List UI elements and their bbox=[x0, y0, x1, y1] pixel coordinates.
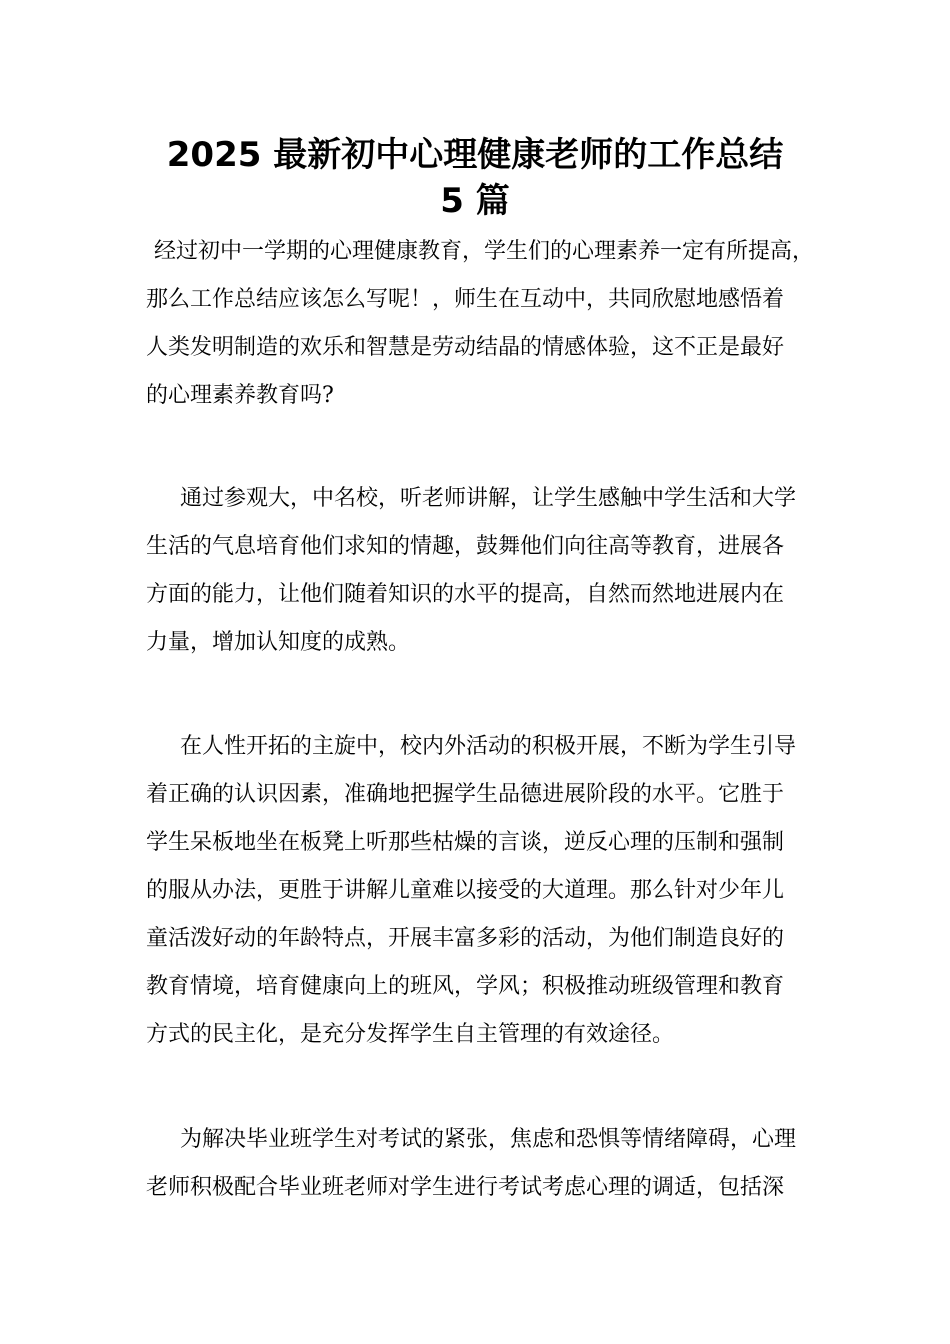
paragraph-2-line-3: 方面的能力，让他们随着知识的水平的提高，自然而然地进展内在 bbox=[146, 582, 785, 607]
paragraph-3-line-3: 学生呆板地坐在板凳上听那些枯燥的言谈，逆反心理的压制和强制 bbox=[146, 830, 785, 855]
paragraph-4 bbox=[146, 1116, 818, 1212]
paragraph-4-line-2: 老师积极配合毕业班老师对学生进行考试考虑心理的调适，包括深 bbox=[146, 1175, 785, 1200]
paragraph-1 bbox=[146, 228, 818, 420]
paragraph-3-line-1: 在人性开拓的主旋中，校内外活动的积极开展，不断为学生引导 bbox=[180, 734, 797, 759]
paragraph-1-line-2: 那么工作总结应该怎么写呢！，师生在互动中，共同欣慰地感悟着 bbox=[146, 287, 785, 312]
paragraph-3 bbox=[146, 723, 818, 1059]
paragraph-2-line-2: 生活的气息培育他们求知的情趣，鼓舞他们向往高等教育，进展各 bbox=[146, 534, 785, 559]
paragraph-1-line-4: 的心理素养教育吗? bbox=[146, 383, 334, 408]
paragraph-3-line-5: 童活泼好动的年龄特点，开展丰富多彩的活动，为他们制造良好的 bbox=[146, 926, 785, 951]
paragraph-3-line-4: 的服从办法，更胜于讲解儿童难以接受的大道理。那么针对少年儿 bbox=[146, 878, 785, 903]
document-title-line-2: 5 篇 bbox=[440, 181, 510, 221]
paragraph-4-line-1: 为解决毕业班学生对考试的紧张，焦虑和恐惧等情绪障碍，心理 bbox=[180, 1127, 797, 1152]
paragraph-3-line-6: 教育情境，培育健康向上的班风，学风；积极推动班级管理和教育 bbox=[146, 974, 785, 999]
paragraph-1-line-3: 人类发明制造的欢乐和智慧是劳动结晶的情感体验，这不正是最好 bbox=[146, 335, 785, 360]
paragraph-2-line-1: 通过参观大，中名校，听老师讲解，让学生感触中学生活和大学 bbox=[180, 486, 797, 511]
document-title-line-1: 2025 最新初中心理健康老师的工作总结 bbox=[166, 135, 784, 175]
paragraph-1-line-1: 经过初中一学期的心理健康教育，学生们的心理素养一定有所提高， bbox=[154, 239, 815, 264]
paragraph-3-line-7: 方式的民主化，是充分发挥学生自主管理的有效途径。 bbox=[146, 1022, 675, 1047]
paragraph-2-line-4: 力量，增加认知度的成熟。 bbox=[146, 630, 411, 655]
paragraph-3-line-2: 着正确的认识因素，准确地把握学生品德进展阶段的水平。它胜于 bbox=[146, 782, 785, 807]
paragraph-2 bbox=[146, 475, 818, 667]
